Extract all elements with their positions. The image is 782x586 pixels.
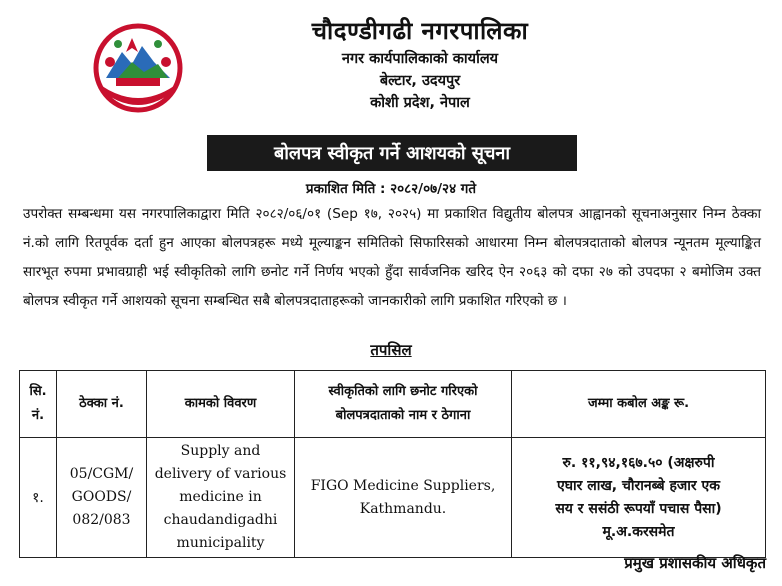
amount-line-4: मू.अ.करसमेत — [602, 523, 675, 540]
published-date: प्रकाशित मिति : २०८२/०७/२४ गते — [305, 181, 477, 197]
amount-line-1: रु. ११,९४,१६७.५० (अक्षरुपी — [562, 454, 715, 471]
col-header-amount: जम्मा कबोल अङ्क रू. — [512, 371, 766, 438]
signatory-title: प्रमुख प्रशासकीय अधिकृत — [624, 554, 766, 572]
cell-amount — [512, 438, 766, 558]
cell-contract-no: 05/CGM/ GOODS/ 082/083 — [57, 438, 147, 558]
amount-line-2: एघार लाख, चौरानब्बे हजार एक — [557, 477, 720, 494]
province-name: कोशी प्रदेश, नेपाल — [370, 95, 470, 111]
amount-line-3: सय र ससंठी रूपयाँ पचास पैसा) — [555, 500, 722, 517]
cell-work: Supply and delivery of various medicine in chaudandigadhi municipality — [147, 438, 295, 558]
office-address: बेल्टार, उदयपुर — [379, 73, 461, 89]
nepal-emblem-icon — [88, 22, 188, 114]
table-header-row — [20, 371, 766, 438]
table-heading: तपसिल — [370, 341, 412, 359]
cell-bidder: FIGO Medicine Suppliers, Kathmandu. — [295, 438, 512, 558]
col-header-work: कामको विवरण — [147, 371, 295, 438]
office-name: नगर कार्यपालिकाको कार्यालय — [341, 51, 499, 67]
municipality-name: चौदण्डीगढी नगरपालिका — [311, 17, 529, 45]
col-header-sn: सि. नं. — [20, 371, 57, 438]
notice-title: बोलपत्र स्वीकृत गर्ने आशयको सूचना — [207, 135, 577, 171]
letterhead — [200, 14, 640, 114]
award-table — [19, 370, 766, 558]
cell-sn: १. — [20, 438, 57, 558]
notice-body: उपरोक्त सम्बन्धमा यस नगरपालिकाद्वारा मिति २०८२/०६/०१ (Sep १७, २०२५) मा प्रकाशित विद्युतीय बोलपत्र आह्वानको सूचनाअनुसार निम्न ठेक्का नं.को लागि रितपूर्वक दर्ता हुन आएका बोलपत्रहरू मध्ये मूल्याङ्कन समितिको सिफारिसको आधारमा निम्न बोलपत्रदाताको बोलपत्र न्यूनतम मूल्याङ्कित सारभूत रुपमा प्रभावग्राही भई स्वीकृतिको लागि छनोट गर्ने निर्णय भएको हुँदा सार्वजनिक खरिद ऐन २०६३ को दफा २७ को उपदफा २ बमोजिम उक्त बोलपत्र स्वीकृत गर्ने आशयको सूचना सम्बन्धित सबै बोलपत्रदाताहरूको जानकारीको लागि प्रकाशित गरिएको छ । — [23, 206, 761, 309]
col-header-bidder: स्वीकृतिको लागि छनोट गरिएको बोलपत्रदाताको नाम र ठेगाना — [295, 371, 512, 438]
table-row — [20, 438, 766, 558]
col-header-contract-no: ठेक्का नं. — [57, 371, 147, 438]
